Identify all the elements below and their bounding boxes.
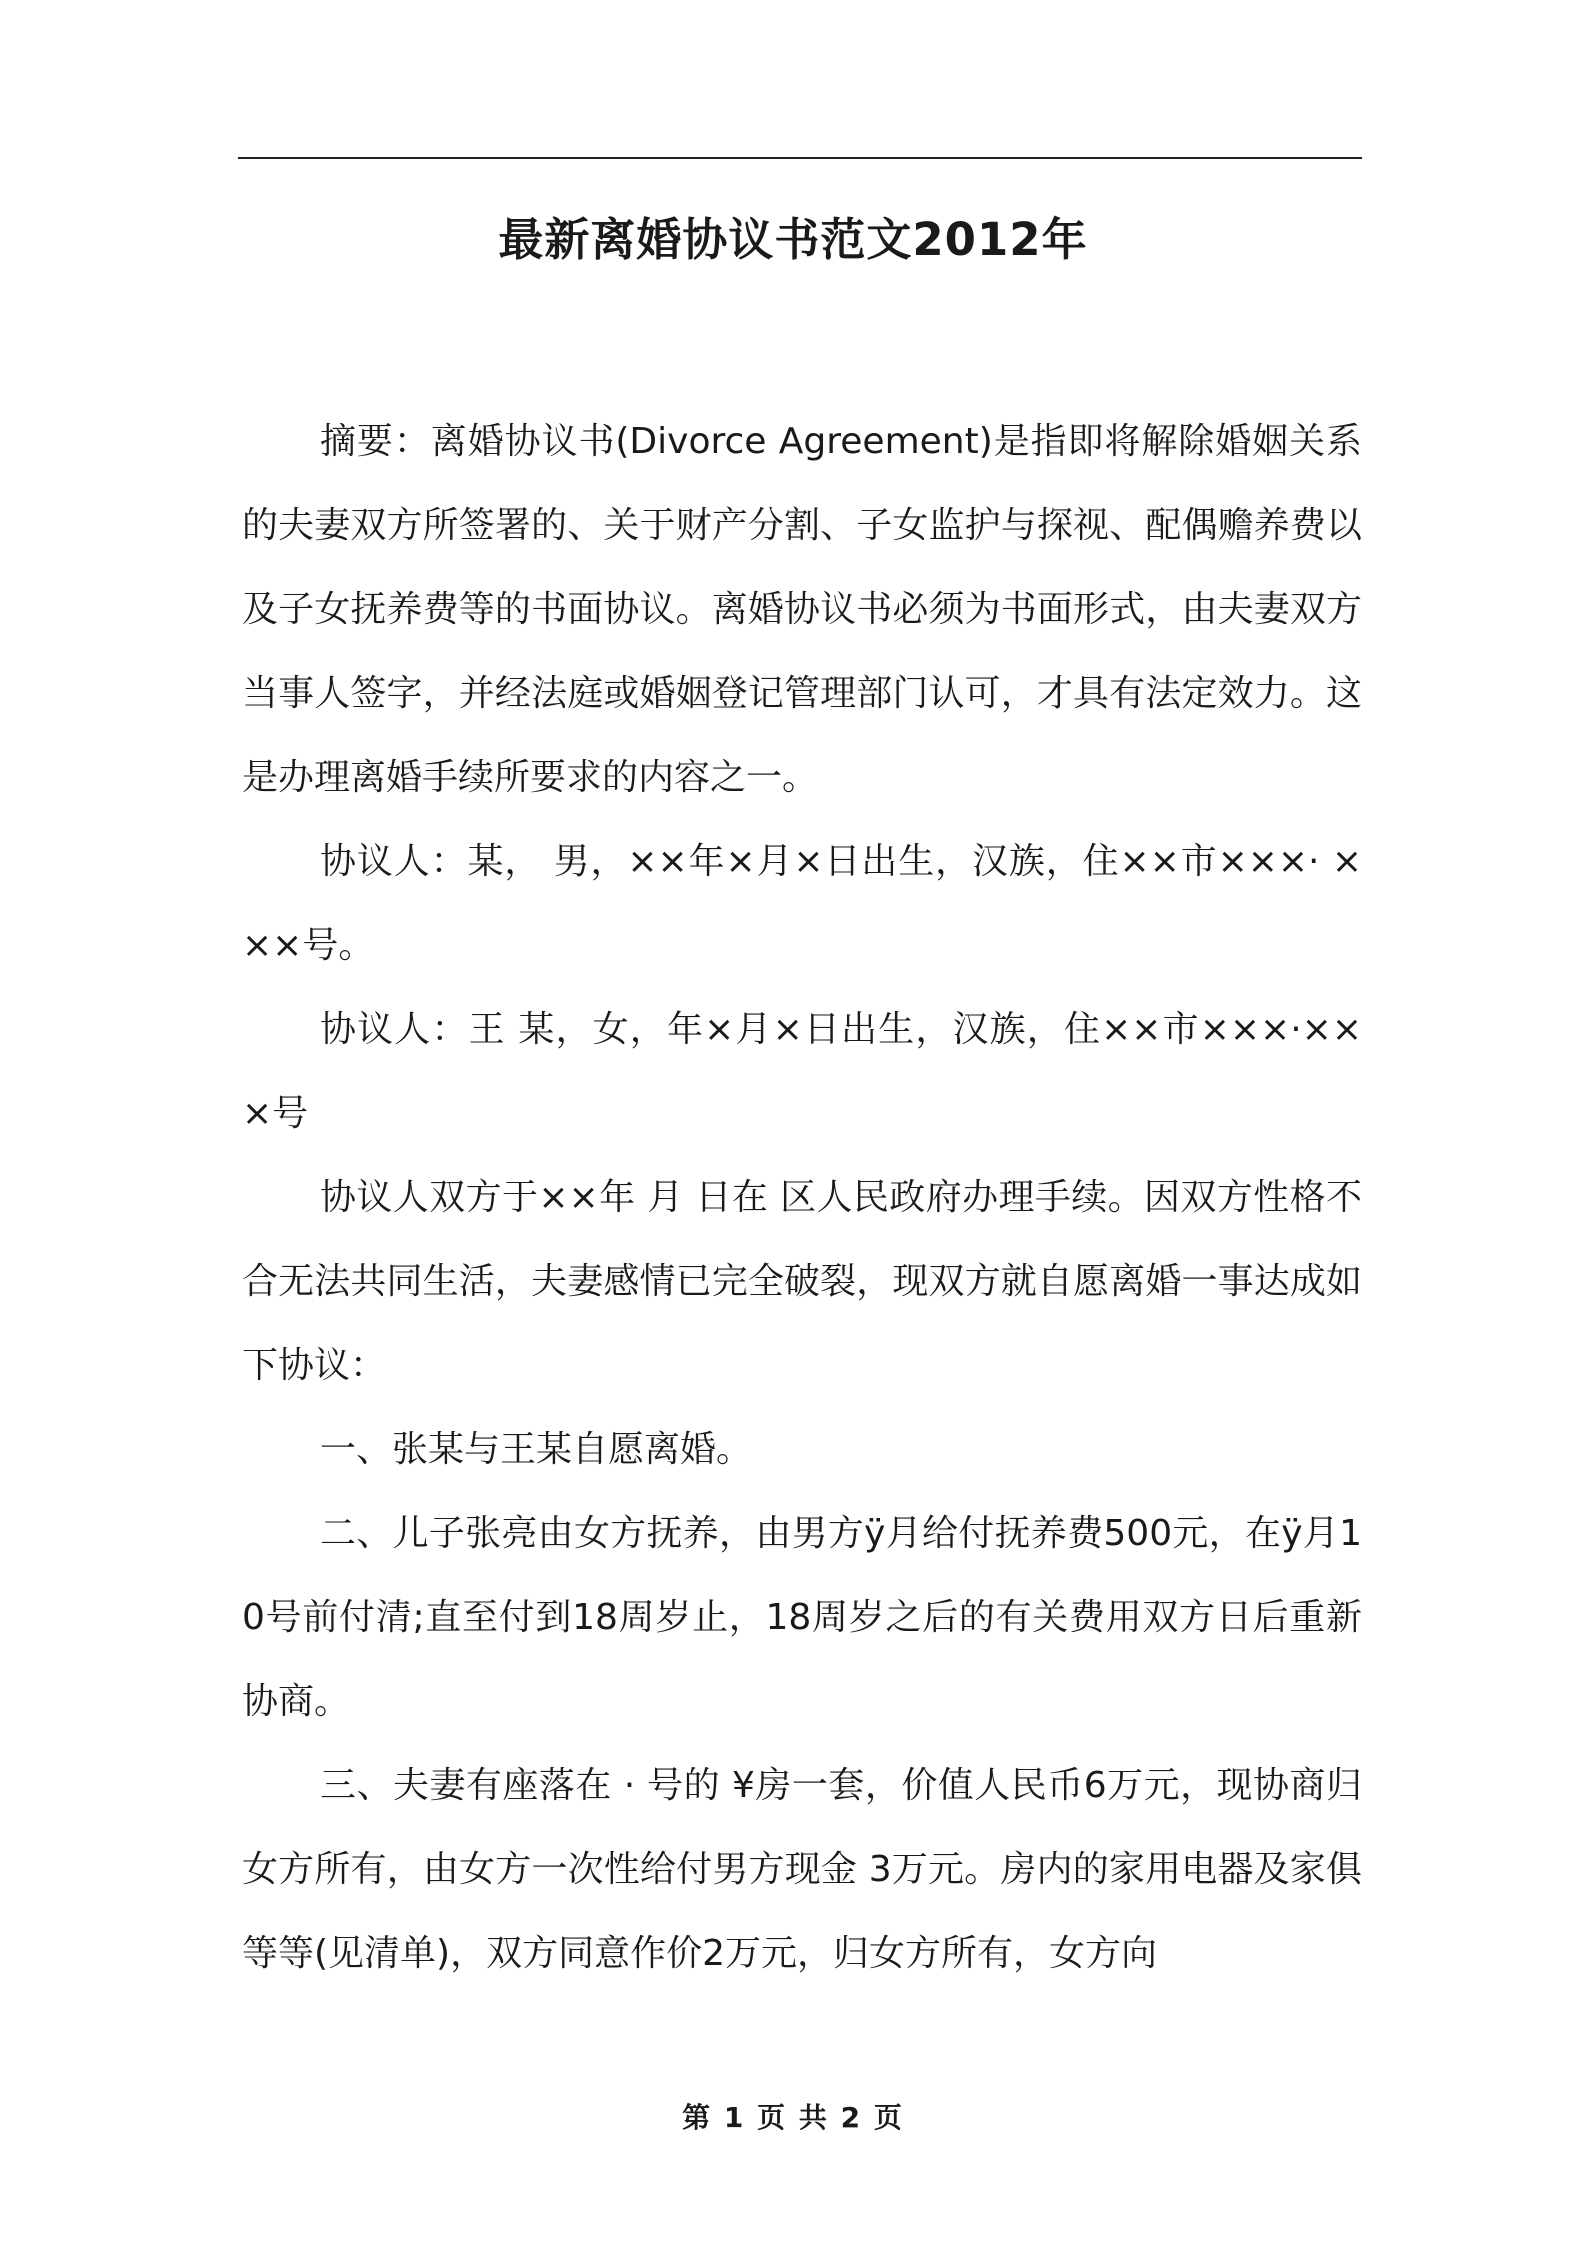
paragraph-agreement-intro: 协议人双方于××年 月 日在 区人民政府办理手续。因双方性格不合无法共同生活，夫妻感情已完全破裂，现双方就自愿离婚一事达成如下协议： [242, 1177, 1362, 1386]
header-rule [238, 157, 1362, 159]
page-number: 第 1 页 共 2 页 [682, 2101, 904, 2134]
paragraph-clause-1: 一、张某与王某自愿离婚。 [320, 1429, 753, 1470]
document-title: 最新离婚协议书范文2012年 [498, 213, 1088, 266]
paragraph-clause-2: 二、儿子张亮由女方抚养，由男方ÿ月给付抚养费500元，在ÿ月10号前付清;直至付到18周岁止，18周岁之后的有关费用双方日后重新协商。 [242, 1513, 1362, 1722]
paragraph-party-female: 协议人：王 某，女，年×月×日出生，汉族，住××市×××·×××号 [242, 1009, 1362, 1134]
document-body [242, 400, 1362, 1996]
paragraph-clause-3: 三、夫妻有座落在 · 号的 ¥房一套，价值人民币6万元，现协商归女方所有，由女方一次性给付男方现金 3万元。房内的家用电器及家俱等等(见清单)，双方同意作价2万元，归女方所有，女方向 [242, 1765, 1362, 1974]
paragraph-party-male: 协议人：某， 男，××年×月×日出生，汉族，住××市×××· ×××号。 [242, 841, 1362, 966]
paragraph-abstract: 摘要：离婚协议书(Divorce Agreement)是指即将解除婚姻关系的夫妻双方所签署的、关于财产分割、子女监护与探视、配偶赡养费以及子女抚养费等的书面协议。离婚协议书必须为书面形式，由夫妻双方当事人签字，并经法庭或婚姻登记管理部门认可，才具有法定效力。这是办理离婚手续所要求的内容之一。 [242, 421, 1362, 798]
